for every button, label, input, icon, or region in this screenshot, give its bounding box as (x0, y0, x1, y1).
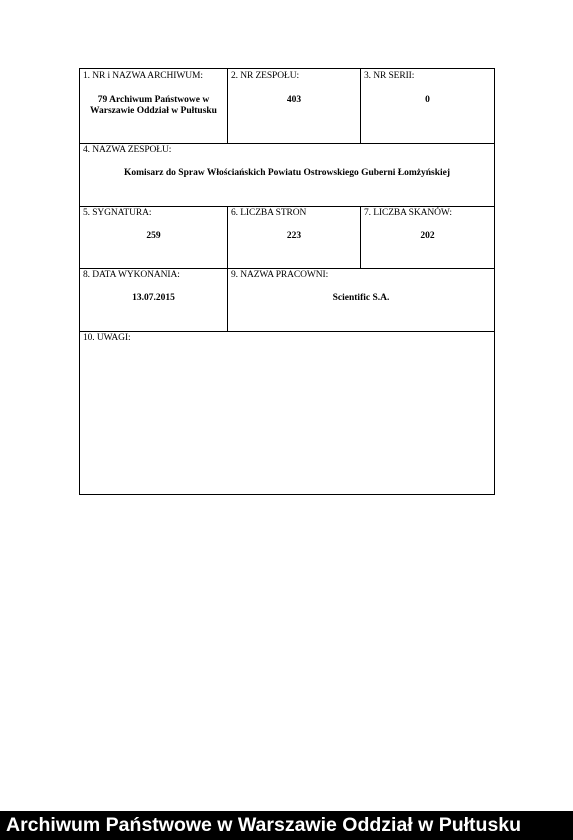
date-value: 13.07.2015 (132, 293, 175, 303)
fonds-number-cell (227, 69, 360, 143)
signature-cell (80, 206, 227, 268)
pages-value: 223 (286, 231, 302, 241)
notes-cell (80, 331, 494, 494)
date-cell (80, 268, 227, 331)
series-number-value: 0 (425, 95, 430, 105)
pages-cell (227, 206, 360, 268)
signature-value: 259 (146, 231, 161, 241)
fonds-name-value: Komisarz do Spraw Włościańskich Powiatu Ostrowskiego Guberni Łomżyńskiej (123, 168, 451, 178)
date-label: 8. DATA WYKONANIA: (83, 270, 180, 280)
form-row-archive (80, 69, 494, 144)
fonds-number-value: 403 (286, 95, 302, 105)
metadata-form (79, 68, 495, 495)
series-number-cell (360, 69, 494, 143)
form-row-execution (80, 268, 494, 332)
archive-footer-banner: Archiwum Państwowe w Warszawie Oddział w Pułtusku (0, 811, 573, 840)
archive-value: 79 Archiwum Państwowe w Warszawie Oddział w Pułtusku (90, 95, 217, 116)
archive-cell (80, 69, 227, 143)
archive-label: 1. NR i NAZWA ARCHIWUM: (83, 71, 203, 81)
series-number-label: 3. NR SERII: (364, 71, 415, 81)
signature-label: 5. SYGNATURA: (83, 208, 152, 218)
pages-label: 6. LICZBA STRON (231, 208, 307, 218)
scans-value: 202 (420, 231, 435, 241)
scans-label: 7. LICZBA SKANÓW: (364, 208, 452, 218)
scans-cell (360, 206, 494, 268)
lab-value: Scientific S.A. (332, 293, 390, 303)
fonds-name-cell (80, 143, 494, 206)
fonds-number-label: 2. NR ZESPOŁU: (231, 71, 300, 81)
form-row-counts (80, 206, 494, 269)
fonds-name-label: 4. NAZWA ZESPOŁU: (83, 145, 172, 155)
notes-label: 10. UWAGI: (83, 333, 131, 343)
lab-cell (227, 268, 494, 331)
form-row-fonds-name (80, 143, 494, 207)
lab-label: 9. NAZWA PRACOWNI: (231, 270, 329, 280)
form-row-notes (80, 331, 494, 494)
